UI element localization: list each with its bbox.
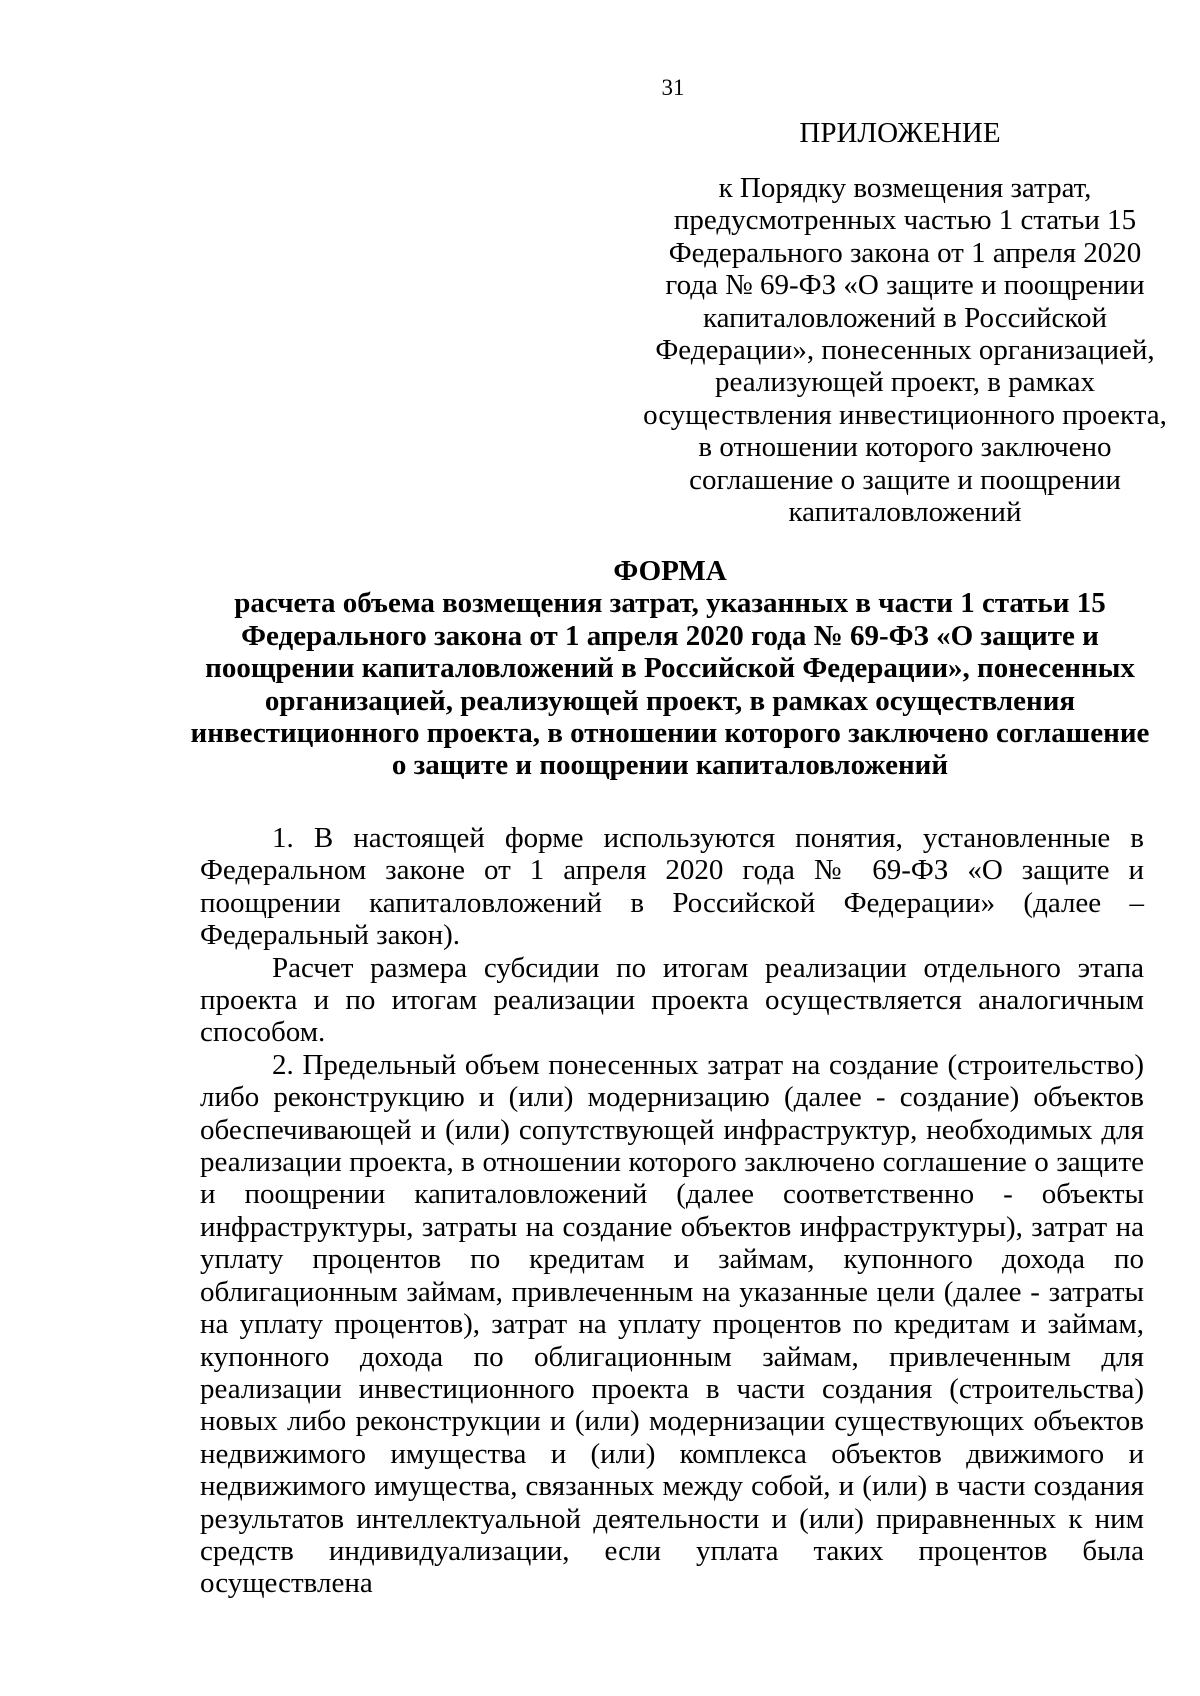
appendix-text: к Порядку возмещения затрат, предусмотренных частью 1 статьи 15 Федерального закона от 1 апреля 2020 года № 69-ФЗ «О защите и поощрении капиталовложений в Российской Федерации», понесенных организацией, реализующей проект, в рамках осуществления инвестиционного проекта, в отношении которого заключено соглашение о защите и поощрении капиталовложений <box>643 172 1167 529</box>
page-number: 31 <box>661 75 685 100</box>
body-text <box>200 822 1144 1600</box>
paragraph-1: 1. В настоящей форме используются понятия, установленные в Федеральном законе от 1 апреля 2020 года № 69-ФЗ «О защите и поощрении капиталовложений в Российской Федерации» (далее – Федеральный закон). <box>200 822 1144 952</box>
appendix-title: ПРИЛОЖЕНИЕ <box>799 117 1001 149</box>
paragraph-2: Расчет размера субсидии по итогам реализации отдельного этапа проекта и по итогам реализации проекта осуществляется аналогичным способом. <box>200 951 1144 1049</box>
form-heading <box>190 555 1150 782</box>
form-title: ФОРМА <box>613 555 727 587</box>
paragraph-3: 2. Предельный объем понесенных затрат на создание (строительство) либо реконструкцию и (или) модернизацию (далее - создание) объектов обеспечивающей и (или) сопутствующей инфраструктур, необходимых для реализации проекта, в отношении которого заключено соглашение о защите и поощрении капиталовложений (далее соответственно - объекты инфраструктуры, затраты на создание объектов инфраструктуры), затрат на уплату процентов по кредитам и займам, купонного дохода по облигационным займам, привлеченным на указанные цели (далее - затраты на уплату процентов), затрат на уплату процентов по кредитам и займам, купонного дохода по облигационным займам, привлеченным для реализации инвестиционного проекта в части создания (строительства) новых либо реконструкции и (или) модернизации существующих объектов недвижимого имущества и (или) комплекса объектов движимого и недвижимого имущества, связанных между собой, и (или) в части создания результатов интеллектуальной деятельности и (или) приравненных к ним средств индивидуализации, если уплата таких процентов была осуществлена <box>200 1048 1144 1600</box>
form-subtitle: расчета объема возмещения затрат, указанных в части 1 статьи 15 Федерального закона от 1 апреля 2020 года № 69-ФЗ «О защите и поощрении капиталовложений в Российской Федерации», понесенных организацией, реализующей проект, в рамках осуществления инвестиционного проекта, в отношении которого заключено соглашение о защите и поощрении капиталовложений <box>190 587 1150 782</box>
